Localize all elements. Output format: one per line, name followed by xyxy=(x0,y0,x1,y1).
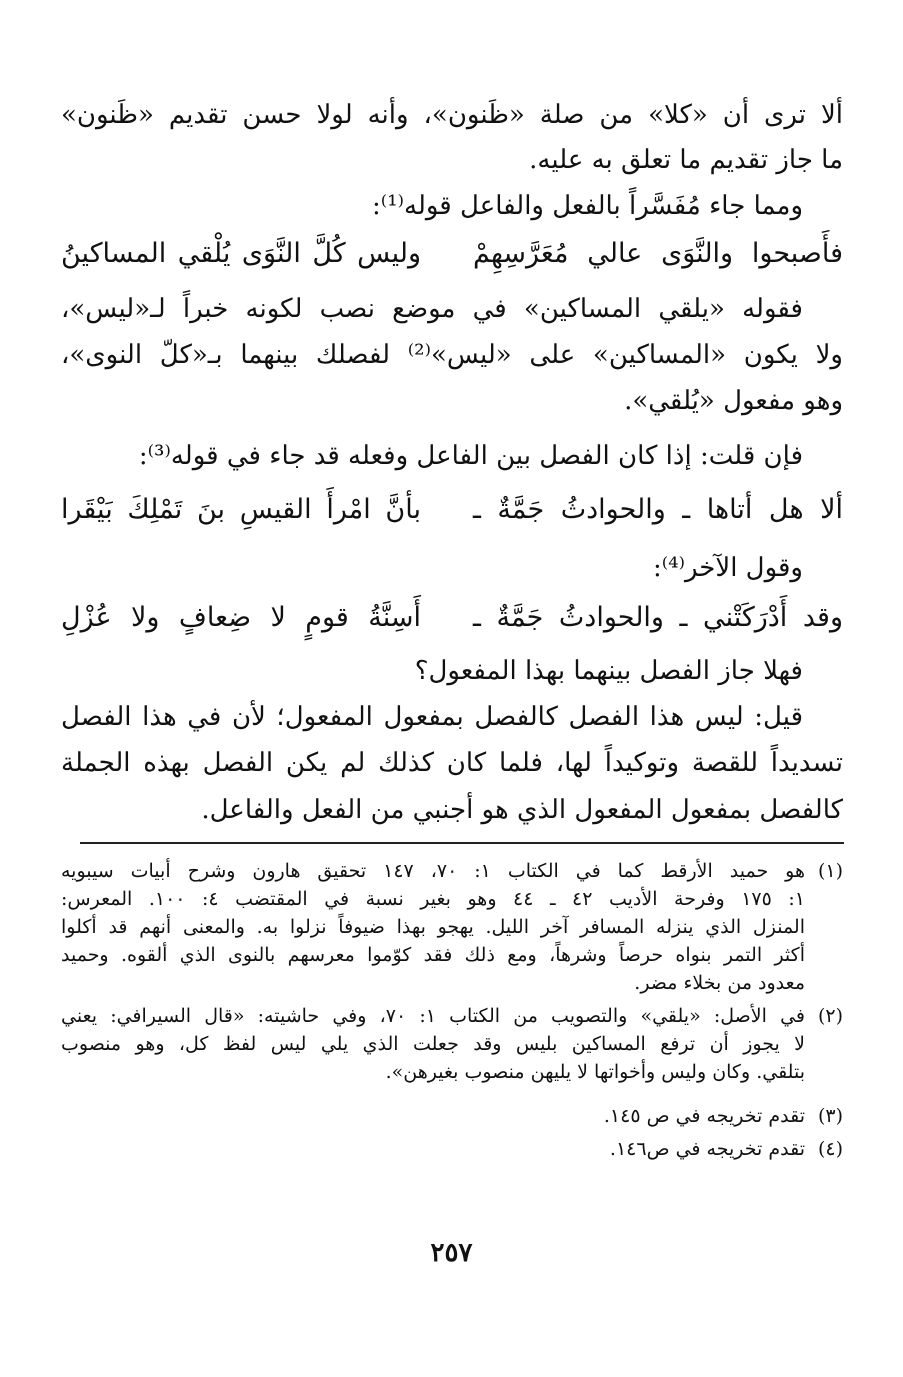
footnote-1-line: معدود من بخلاء مضر. xyxy=(634,972,805,994)
verse-hemistich-second: بأنَّ امْرأَ القيسِ بنَ تَمْلِكَ بَيْقَرا xyxy=(61,494,421,525)
footnote-4-line: (٤)تقدم تخريجه في ص١٤٦. xyxy=(61,1136,843,1163)
verse-2 xyxy=(61,488,843,532)
verse-hemistich-second: أَسِنَّةُ قومٍ لا ضِعافٍ ولا عُزْلِ xyxy=(61,602,421,633)
page-number: ٢٥٧ xyxy=(430,1238,473,1268)
body-line: قيل: ليس هذا الفصل كالفصل بمفعول المفعول؛ لأن في هذا الفصل xyxy=(61,702,803,732)
verse-3 xyxy=(61,596,843,640)
verse-1 xyxy=(61,232,843,276)
body-line: فقوله «يلقي المساكين» في موضع نصب لكونه خبراً لـ«ليس»، xyxy=(61,294,803,324)
footnote-number: (١) xyxy=(817,860,843,882)
verse-hemistich-first: ألا هل أتاها ـ والحوادثُ جَمَّةٌ ـ xyxy=(473,494,843,525)
verse-hemistich-first: فأَصبحوا والنَّوَى عالي مُعَرَّسِهِمْ xyxy=(473,238,843,269)
body-line: كالفصل بمفعول المفعول الذي هو أجنبي من الفعل والفاعل. xyxy=(201,795,843,825)
footnote-2-line: بتلقي. وكان وليس وأخواتها لا يليهن منصوب بغيرهن». xyxy=(385,1061,805,1083)
body-line: ألا ترى أن «كلا» من صلة «ظَنون»، وأنه لولا حسن تقديم «ظَنون» xyxy=(61,100,843,130)
footnote-1-line: ١: ١٧٥ وفرحة الأديب ٤٢ ـ ٤٤ وهو بغير نسبة في المقتضب ٤: ١٠٠. المعرس: xyxy=(61,888,805,910)
footnote-number: (٣) xyxy=(817,1105,843,1127)
footnote-number: (٢) xyxy=(817,1005,844,1027)
verse-hemistich-first: وقد أَدْرَكَتْني ـ والحوادثُ جَمَّةٌ ـ xyxy=(473,602,843,633)
footnote-1-line: (١)هو حميد الأرقط كما في الكتاب ١: ٧٠، ١٤٧ تحقيق هارون وشرح أبيات سيبويه xyxy=(61,858,843,885)
body-line: ومما جاء مُفَسَّراً بالفعل والفاعل قوله⁽¹⁾: xyxy=(372,191,803,221)
body-line: ما جاز تقديم ما تعلق به عليه. xyxy=(529,145,843,175)
body-line: تسديداً للقصة وتوكيداً لها، فلما كان كذلك لم يكن الفصل بهذه الجملة xyxy=(61,748,843,778)
footnote-2-line: (٢)في الأصل: «يلقي» والتصويب من الكتاب ١: ٧٠، وفي حاشيته: «قال السيرافي: يعني xyxy=(61,1003,843,1030)
body-line: ولا يكون «المساكين» على «ليس»⁽²⁾ لفصلك بينهما بـ«كلّ النوى»، xyxy=(61,340,843,370)
footnote-2-line: لا يجوز أن ترفع المساكين بليس وقد جعلت الذي يلي ليس لفظ كل، وهو منصوب xyxy=(61,1033,805,1055)
footnote-number: (٤) xyxy=(817,1138,843,1160)
footnote-separator xyxy=(80,842,844,844)
body-line: وقول الآخر⁽⁴⁾: xyxy=(652,553,803,583)
body-line: فإن قلت: إذا كان الفصل بين الفاعل وفعله قد جاء في قوله⁽³⁾: xyxy=(138,441,803,471)
body-line: فهلا جاز الفصل بينهما بهذا المفعول؟ xyxy=(414,656,803,686)
footnote-1-line: أكثر التمر بنواه حرصاً وشرهاً، ومع ذلك فقد كوّموا معرسهم بالنوى الذي ألقوه. وحميد xyxy=(61,944,805,966)
verse-hemistich-second: وليس كُلَّ النَّوَى يُلْقي المساكينُ xyxy=(61,238,421,269)
footnote-1-line: المنزل الذي ينزله المسافر آخر الليل. يهجو بهذا ضيوفاً نزلوا به. والمعنى أنهم قد أكلوا xyxy=(61,916,805,938)
footnote-3-line: (٣)تقدم تخريجه في ص ١٤٥. xyxy=(61,1103,843,1130)
body-line: وهو مفعول «يُلقي». xyxy=(624,386,843,416)
